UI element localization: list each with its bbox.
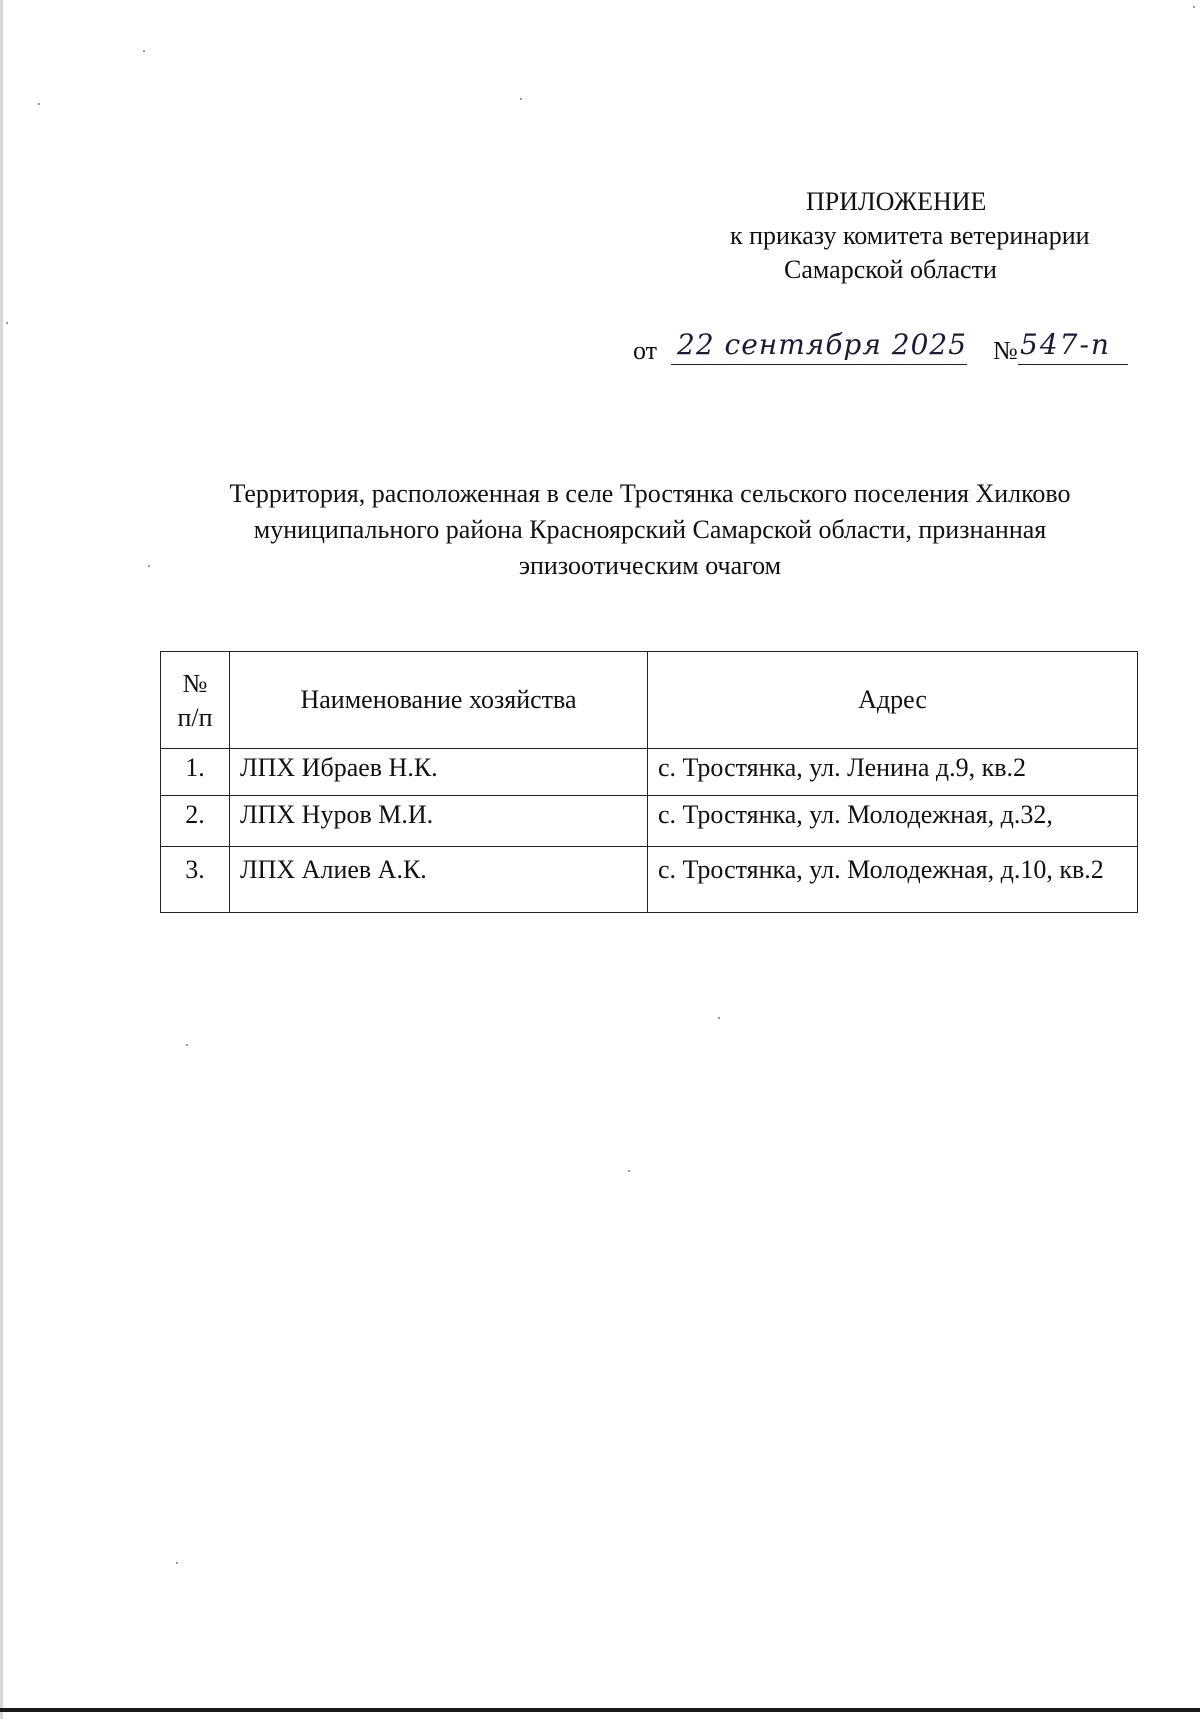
appendix-header xyxy=(650,185,1170,287)
document-title-line1: Территория, расположенная в селе Тростянка сельского поселения Хилково xyxy=(229,479,1071,508)
farm-name: ЛПХ Ибраев Н.К. xyxy=(230,749,648,796)
farm-address: с. Тростянка, ул. Молодежная, д.10, кв.2 xyxy=(648,847,1138,913)
order-number-handwritten: 547-п xyxy=(1020,328,1111,361)
order-number-label: № xyxy=(993,336,1018,365)
scan-speck xyxy=(143,50,145,52)
scan-speck xyxy=(1193,6,1195,8)
scan-speck xyxy=(628,1170,630,1172)
column-header-address: Адрес xyxy=(648,652,1138,749)
column-header-number-sign: № xyxy=(182,669,208,698)
column-header-name: Наименование хозяйства xyxy=(230,652,648,749)
scan-speck xyxy=(186,1044,188,1046)
farm-address: с. Тростянка, ул. Ленина д.9, кв.2 xyxy=(648,749,1138,796)
scan-bottom-edge xyxy=(0,1708,1200,1712)
scan-speck xyxy=(148,565,150,567)
scan-speck xyxy=(520,98,522,100)
document-title xyxy=(160,476,1140,584)
column-header-number xyxy=(161,652,230,749)
scan-speck xyxy=(6,322,8,324)
scan-left-edge xyxy=(0,0,3,1719)
order-number-field xyxy=(1018,330,1128,365)
table-header-row xyxy=(161,652,1138,749)
appendix-subtitle-line1: к приказу комитета ветеринарии xyxy=(730,221,1090,250)
order-date-handwritten: 22 сентября 2025 xyxy=(677,328,968,361)
column-header-number-pp: п/п xyxy=(177,703,213,732)
order-reference xyxy=(633,330,1133,370)
table-row xyxy=(161,796,1138,847)
appendix-subtitle-line2: Самарской области xyxy=(784,255,997,284)
document-title-line3: эпизоотическим очагом xyxy=(518,551,782,580)
order-date-prefix: от xyxy=(633,336,658,365)
farm-name: ЛПХ Нуров М.И. xyxy=(230,796,648,847)
scan-speck xyxy=(38,103,40,105)
farms-table xyxy=(160,651,1138,913)
row-number: 3. xyxy=(161,847,230,913)
document-title-line2: муниципального района Красноярский Самарской области, признанная xyxy=(253,515,1047,544)
farm-name: ЛПХ Алиев А.К. xyxy=(230,847,648,913)
farm-address: с. Тростянка, ул. Молодежная, д.32, xyxy=(648,796,1138,847)
table-row xyxy=(161,847,1138,913)
table-row xyxy=(161,749,1138,796)
appendix-title: ПРИЛОЖЕНИЕ xyxy=(806,187,987,216)
order-date-field xyxy=(671,330,967,365)
scan-speck xyxy=(718,1017,720,1019)
row-number: 2. xyxy=(161,796,230,847)
farms-table-wrapper xyxy=(160,651,1137,913)
row-number: 1. xyxy=(161,749,230,796)
scan-speck xyxy=(176,1562,178,1564)
